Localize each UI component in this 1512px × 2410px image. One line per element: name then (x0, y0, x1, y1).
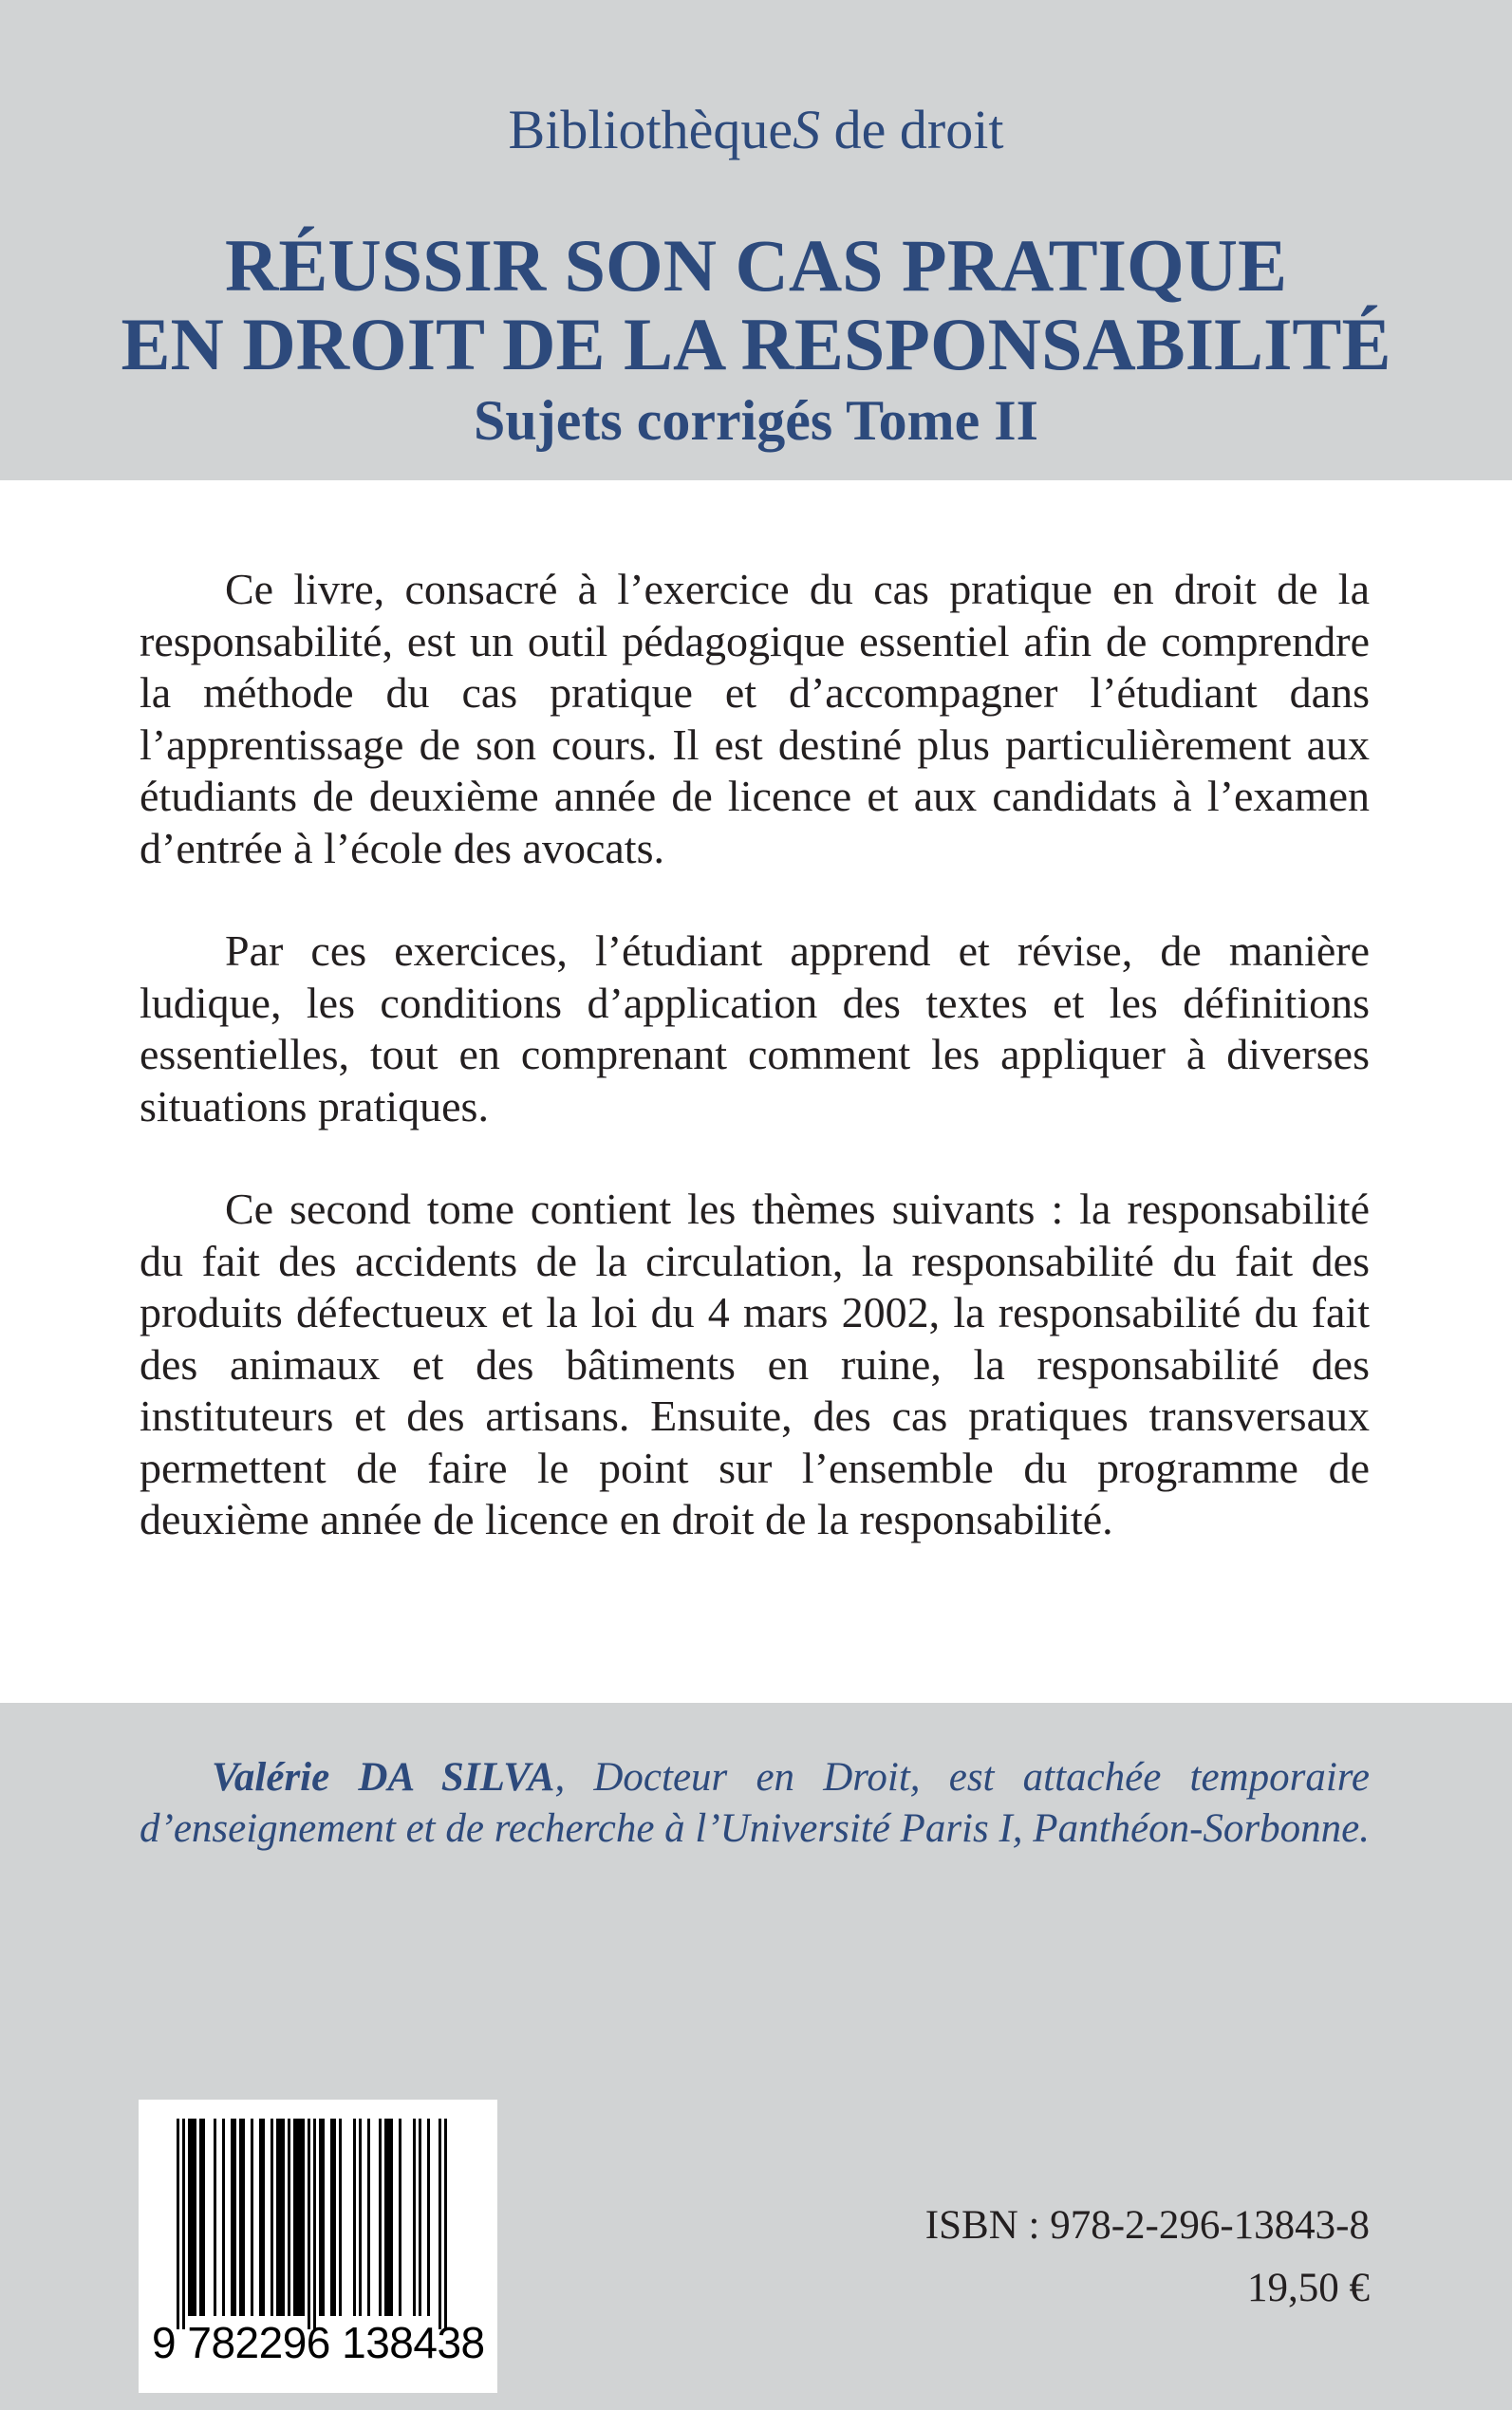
blurb (140, 564, 1370, 1597)
book-subtitle: Sujets corrigés Tome II (474, 389, 1038, 452)
barcode-bar (282, 2119, 285, 2316)
barcode-guard-bar (177, 2119, 179, 2329)
barcode-bar (299, 2119, 302, 2316)
barcode-bar (367, 2119, 370, 2316)
barcode-bar (251, 2119, 253, 2316)
barcode-bar (399, 2119, 401, 2316)
barcode-bar (231, 2119, 233, 2316)
barcode-bar (202, 2119, 205, 2316)
barcode-bar (194, 2119, 196, 2316)
barcode-bar (333, 2119, 336, 2316)
barcode-bar (413, 2119, 416, 2316)
barcode-bar (214, 2119, 216, 2316)
barcode-guard-bar (444, 2119, 447, 2329)
title-line-1: RÉUSSIR SON CAS PRATIQUE (225, 224, 1287, 307)
barcode-bar (427, 2119, 430, 2316)
barcode-bar (288, 2119, 290, 2316)
barcode-bar (296, 2119, 299, 2316)
barcode-bar (384, 2119, 387, 2316)
barcode-guard-bar (439, 2119, 441, 2329)
barcode-bar (259, 2119, 262, 2316)
barcode-bar (330, 2119, 333, 2316)
isbn: ISBN : 978-2-296-13843-8 (924, 2203, 1370, 2248)
price: 19,50 € (1247, 2266, 1370, 2310)
barcode-bar (188, 2119, 191, 2316)
barcode-bar (359, 2119, 362, 2316)
author-name: Valérie DA SILVA (212, 1755, 555, 1800)
barcode-bar (390, 2119, 393, 2316)
barcode-guard-bar (182, 2119, 185, 2329)
barcode-bar (276, 2119, 279, 2316)
barcode-bar (293, 2119, 296, 2316)
author-description: , Docteur en Droit, est attachée temporaire d’enseignement et de recherche à l’Université Paris I, Panthéon-Sorbonne. (140, 1755, 1370, 1851)
barcode (139, 2100, 497, 2393)
title-line-2: EN DROIT DE LA RESPONSABILITÉ (121, 303, 1391, 385)
barcode-bar (353, 2119, 356, 2316)
barcode-bar (322, 2119, 325, 2316)
barcode-guard-bar (308, 2119, 310, 2329)
barcode-guard-bar (313, 2119, 316, 2329)
barcode-bar (222, 2119, 225, 2316)
book-title (0, 226, 1512, 383)
barcode-bar (233, 2119, 236, 2316)
blurb-paragraph: Ce livre, consacré à l’exercice du cas pratique en droit de la responsabilité, est un outil pédagogique essentiel afin de comprendre la méthode du cas pratique et d’accompagner l’étudiant dans l’apprentissage de son cours. Il est destiné plus particulièrement aux étudiants de deuxième année de licence et aux candidats à l’examen d’entrée à l’école des avocats. (140, 565, 1370, 872)
barcode-bar (239, 2119, 242, 2316)
blurb-paragraph: Par ces exercices, l’étudiant apprend et révise, de manière ludique, les conditions d’application des textes et les définitions essentielles, tout en comprenant comment les appliquer à diverses situations pratiques. (140, 926, 1370, 1130)
barcode-bar (319, 2119, 322, 2316)
barcode-bar (302, 2119, 305, 2316)
blurb-paragraph: Ce second tome contient les thèmes suivants : la responsabilité du fait des accidents de la circulation, la responsabilité du fait des produits défectueux et la loi du 4 mars 2002, la responsabilité du fait des animaux et des bâtiments en ruine, la responsabilité des instituteurs et des artisans. Ensuite, des cas pratiques transversaux permettent de faire le point sur l’ensemble du programme de deuxième année de licence en droit de la responsabilité. (140, 1185, 1370, 1543)
barcode-bar (379, 2119, 382, 2316)
barcode-bar (191, 2119, 194, 2316)
series-name (0, 99, 1512, 160)
barcode-bar (339, 2119, 342, 2316)
barcode-bar (271, 2119, 273, 2316)
barcode-bar (419, 2119, 421, 2316)
series-prefix: Bibliothèque (508, 99, 793, 160)
barcode-bar (262, 2119, 265, 2316)
barcode-bar (242, 2119, 245, 2316)
barcode-digits: 9 782296 138438 (152, 2318, 485, 2367)
barcode-bar (199, 2119, 202, 2316)
series-suffix: de droit (820, 99, 1004, 160)
barcode-bar (279, 2119, 282, 2316)
series-italic-letter: S (793, 99, 821, 160)
author-bio (140, 1752, 1370, 1855)
barcode-bar (387, 2119, 390, 2316)
